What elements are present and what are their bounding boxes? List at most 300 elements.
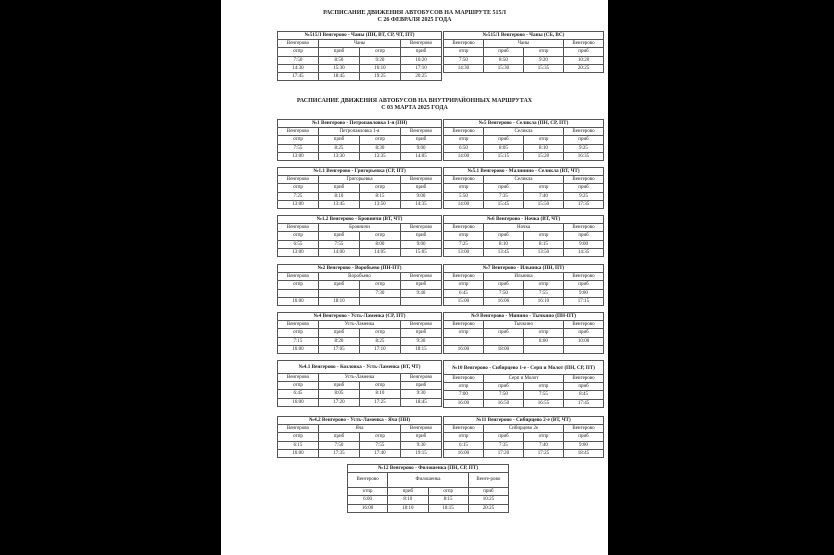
table-row [278, 192, 442, 200]
stop-origin: Венгерово [278, 224, 319, 232]
stop-return: Венгерово [401, 40, 442, 48]
stop-return: Венгерово [401, 273, 442, 281]
route-title-row [444, 417, 604, 425]
col-departure: отпр [444, 184, 484, 192]
time-cell: 17:25 [360, 398, 401, 406]
stops-row [444, 224, 604, 232]
col-arrival: приб [468, 488, 508, 496]
stop-return: Венгерово [401, 321, 442, 329]
time-cell: 19:15 [401, 449, 442, 457]
subheader-row [278, 281, 442, 289]
schedule-table [443, 264, 604, 306]
time-cell: 10:20 [401, 56, 442, 64]
col-departure: отпр [524, 329, 564, 337]
stop-origin: Венгерово [278, 128, 319, 136]
time-cell: 10:25 [468, 496, 508, 504]
subheader-row [444, 383, 604, 391]
time-cell: 16:10 [524, 297, 564, 305]
time-cell: 18:45 [401, 398, 442, 406]
time-cell: 16:55 [524, 399, 564, 407]
stop-origin: Венгерово [444, 273, 484, 281]
stops-row [444, 273, 604, 281]
time-cell: 7:40 [524, 441, 564, 449]
time-cell: 14:05 [360, 248, 401, 256]
route-title: №5 Венгерово - Селикла (ПН, СР, ПТ) [444, 120, 604, 128]
table-row [278, 289, 442, 297]
time-cell: 7:50 [444, 56, 484, 64]
time-cell: 10:20 [564, 56, 604, 64]
subheader-row [278, 48, 442, 56]
title-line: С 26 ФЕВРАЛЯ 2025 ГОДА [377, 17, 452, 23]
stop-origin: Венгерово [444, 128, 484, 136]
time-cell: 14:30 [278, 64, 319, 72]
col-departure: отпр [428, 488, 468, 496]
stop-destination: Чаны [319, 40, 401, 48]
col-arrival: приб [484, 383, 524, 391]
col-departure: отпр [524, 184, 564, 192]
col-departure: отпр [444, 281, 484, 289]
stop-destination: Ночка [484, 224, 564, 232]
route-title: №5.1 Венгерово - Малинино - Селикла (ВТ, ЧТ) [444, 168, 604, 176]
time-cell: 14:05 [401, 152, 442, 160]
stop-destination: Селикла [484, 128, 564, 136]
stop-origin: Венгерово [278, 176, 319, 184]
time-cell [564, 345, 604, 353]
time-cell: 18:45 [564, 449, 604, 457]
route-title: №2 Венгерово - Воробьево (ПН-ПТ) [278, 265, 442, 273]
table-row [444, 449, 604, 457]
stop-destination: Бровничи [319, 224, 401, 232]
route-title: №11 Венгерово - Сибирцево 2-е (ВТ, ЧТ) [444, 417, 604, 425]
time-cell: 9:30 [401, 390, 442, 398]
time-cell: 8:00 [524, 337, 564, 345]
title-line: РАСПИСАНИЕ ДВИЖЕНИЯ АВТОБУСОВ НА МАРШРУТЕ 515Л [323, 10, 506, 16]
time-cell: 18:00 [484, 345, 524, 353]
stops-row [278, 273, 442, 281]
table-row [444, 441, 604, 449]
time-cell: 9:20 [524, 56, 564, 64]
time-cell: 8:10 [319, 192, 360, 200]
table-row [278, 441, 442, 449]
route-title-row [278, 417, 442, 425]
time-cell: 16:00 [444, 399, 484, 407]
stop-destination: Воробьево [319, 273, 401, 281]
time-cell: 17:35 [319, 449, 360, 457]
col-departure: отпр [444, 433, 484, 441]
section-title-515l [221, 10, 608, 24]
table-row [444, 200, 604, 208]
time-cell: 7:55 [278, 144, 319, 152]
time-cell: 6:15 [444, 441, 484, 449]
time-cell: 17:20 [319, 398, 360, 406]
stop-return: Венгерово [401, 176, 442, 184]
time-cell: 18:15 [428, 504, 468, 512]
table-row [444, 64, 604, 72]
stops-row [278, 176, 442, 184]
time-cell: 6:55 [278, 240, 319, 248]
time-cell: 16:10 [360, 64, 401, 72]
col-departure: отпр [278, 48, 319, 56]
stops-row [278, 40, 442, 48]
time-cell: 6:50 [444, 144, 484, 152]
time-cell: 7:30 [360, 289, 401, 297]
stop-destination: Усть-Ламенка [319, 374, 401, 382]
time-cell: 7:35 [484, 441, 524, 449]
stop-origin: Венгерово [278, 321, 319, 329]
time-cell: 13:00 [278, 152, 319, 160]
stop-origin: Венгерово [278, 273, 319, 281]
col-arrival: приб [401, 232, 442, 240]
time-cell: 8:10 [360, 390, 401, 398]
time-cell: 13:50 [524, 248, 564, 256]
col-arrival: приб [401, 136, 442, 144]
stop-destination: Чаны [484, 40, 564, 48]
time-cell: 18:45 [319, 72, 360, 80]
time-cell: 6:15 [278, 441, 319, 449]
time-cell: 15:15 [484, 152, 524, 160]
time-cell: 8:25 [319, 144, 360, 152]
time-cell: 7:50 [484, 391, 524, 399]
col-arrival: приб [319, 382, 360, 390]
time-cell: 8:05 [319, 390, 360, 398]
stop-destination: Тычкино [484, 321, 564, 329]
time-cell: 8:10 [524, 144, 564, 152]
section-title-district [221, 98, 608, 112]
schedule-table [443, 119, 604, 161]
time-cell: 15:20 [524, 152, 564, 160]
col-departure: отпр [360, 48, 401, 56]
stop-return: Венгерово [401, 374, 442, 382]
time-cell: 9:30 [401, 337, 442, 345]
stop-destination: Яча [319, 425, 401, 433]
subheader-row [278, 382, 442, 390]
col-arrival: приб [319, 184, 360, 192]
subheader-row [278, 232, 442, 240]
time-cell: 17:10 [401, 64, 442, 72]
time-cell: 7:15 [278, 337, 319, 345]
stop-destination: Филошенка [388, 473, 469, 488]
col-departure: отпр [360, 184, 401, 192]
table-row [278, 337, 442, 345]
time-cell: 8:50 [484, 56, 524, 64]
table-row [278, 390, 442, 398]
time-cell: 9:20 [360, 56, 401, 64]
time-cell: 15:00 [444, 297, 484, 305]
subheader-row [444, 329, 604, 337]
col-departure: отпр [360, 382, 401, 390]
stop-origin: Венгерово [444, 425, 484, 433]
subheader-row [444, 136, 604, 144]
stop-return: Венгерово [401, 128, 442, 136]
time-cell: 13:30 [319, 152, 360, 160]
table-row [444, 248, 604, 256]
route-title: №4.1 Венгерово - Козловка - Усть-Ламенка (ВТ, ЧТ) [278, 361, 442, 374]
col-arrival: приб [484, 433, 524, 441]
schedule-table [347, 464, 509, 513]
route-title: №4 Венгерово - Усть-Ламенка (СР, ПТ) [278, 313, 442, 321]
col-arrival: приб [564, 433, 604, 441]
stop-return: Венгерово [564, 425, 604, 433]
schedule-table [277, 215, 442, 257]
time-cell: 7:00 [444, 391, 484, 399]
title-line: С 03 МАРТА 2025 ГОДА [381, 105, 448, 111]
time-cell: 13:00 [444, 248, 484, 256]
subheader-row [444, 281, 604, 289]
col-arrival: приб [319, 329, 360, 337]
schedule-table [443, 215, 604, 257]
col-departure: отпр [360, 136, 401, 144]
table-row [278, 345, 442, 353]
time-cell: 9:25 [564, 144, 604, 152]
time-cell: 16:00 [278, 449, 319, 457]
stop-return: Венгерово [564, 224, 604, 232]
stops-row [278, 224, 442, 232]
time-cell: 9:00 [564, 289, 604, 297]
col-arrival: приб [564, 48, 604, 56]
time-cell: 7:25 [444, 240, 484, 248]
time-cell [484, 337, 524, 345]
time-cell: 14:00 [444, 152, 484, 160]
stops-row [444, 321, 604, 329]
col-departure: отпр [278, 232, 319, 240]
stop-destination: Ильинка [484, 273, 564, 281]
table-row [278, 144, 442, 152]
col-arrival: приб [401, 184, 442, 192]
col-departure: отпр [278, 136, 319, 144]
stop-destination: Усть-Ламенка [319, 321, 401, 329]
stop-return: Венгерово [564, 273, 604, 281]
col-departure: отпр [524, 136, 564, 144]
col-departure: отпр [278, 184, 319, 192]
col-departure: отпр [444, 232, 484, 240]
route-title-row [444, 265, 604, 273]
stop-return: Венгерово [564, 176, 604, 184]
time-cell: 17:10 [360, 345, 401, 353]
stop-origin: Венгерово [278, 374, 319, 382]
table-row [444, 337, 604, 345]
stop-destination: Серп и Молот [484, 375, 564, 383]
stops-row [444, 128, 604, 136]
route-title-row [278, 168, 442, 176]
stop-return: Венге-рово [468, 473, 508, 488]
table-row [444, 391, 604, 399]
time-cell: 6:45 [444, 289, 484, 297]
route-title-row [278, 32, 442, 40]
col-arrival: приб [484, 281, 524, 289]
col-arrival: приб [401, 433, 442, 441]
table-row [278, 200, 442, 208]
route-title-row [444, 32, 604, 40]
time-cell: 18:10 [388, 504, 428, 512]
schedule-table [277, 264, 442, 306]
stops-row [444, 425, 604, 433]
schedule-table [443, 167, 604, 209]
time-cell: 14:30 [444, 64, 484, 72]
schedule-table [443, 31, 604, 73]
time-cell: 17:35 [564, 200, 604, 208]
time-cell: 14:00 [319, 248, 360, 256]
stop-origin: Венгерово [444, 224, 484, 232]
time-cell: 9:00 [401, 144, 442, 152]
time-cell: 16:50 [484, 399, 524, 407]
stops-row [278, 321, 442, 329]
time-cell: 16:00 [278, 398, 319, 406]
time-cell: 16:00 [278, 297, 319, 305]
col-arrival: приб [388, 488, 428, 496]
table-row [278, 248, 442, 256]
time-cell: 7:55 [319, 240, 360, 248]
route-title-row [444, 361, 604, 375]
time-cell: 16:06 [484, 297, 524, 305]
table-row [444, 297, 604, 305]
route-title-row [278, 265, 442, 273]
col-arrival: приб [564, 232, 604, 240]
subheader-row [444, 232, 604, 240]
stops-row [444, 176, 604, 184]
stop-destination: Григорьевка [319, 176, 401, 184]
time-cell: 7:55 [524, 391, 564, 399]
col-departure: отпр [360, 281, 401, 289]
route-title-row [278, 216, 442, 224]
route-title-row [444, 168, 604, 176]
time-cell: 8:15 [428, 496, 468, 504]
time-cell: 9:00 [401, 192, 442, 200]
stop-origin: Венгерово [444, 40, 484, 48]
col-arrival: приб [401, 382, 442, 390]
time-cell: 19:25 [360, 72, 401, 80]
time-cell: 13:50 [360, 200, 401, 208]
time-cell: 20:25 [468, 504, 508, 512]
time-cell: 17:05 [319, 345, 360, 353]
time-cell: 8:30 [360, 144, 401, 152]
table-row [278, 64, 442, 72]
schedule-table [443, 312, 604, 354]
time-cell: 17:45 [564, 399, 604, 407]
subheader-row [278, 136, 442, 144]
route-title: №1.1 Венгерово - Григорьевка (СР, ПТ) [278, 168, 442, 176]
stop-return: Венгерово [564, 321, 604, 329]
table-row [278, 297, 442, 305]
time-cell: 7:25 [278, 192, 319, 200]
route-title: №1 Венгерово - Петропавловка 1-я (ПН) [278, 120, 442, 128]
route-title: №7 Венгерово - Ильинка (ПН, ПТ) [444, 265, 604, 273]
table-row [444, 289, 604, 297]
time-cell: 9:30 [401, 441, 442, 449]
col-arrival: приб [319, 281, 360, 289]
table-row [278, 152, 442, 160]
col-departure: отпр [524, 232, 564, 240]
stop-return: Венгерово [564, 375, 604, 383]
time-cell [401, 297, 442, 305]
table-row [444, 56, 604, 64]
table-row [278, 56, 442, 64]
time-cell: 17:20 [484, 449, 524, 457]
schedule-table [277, 31, 442, 81]
time-cell: 15:45 [484, 200, 524, 208]
route-title: №515Л Венгерово - Чаны (СБ, ВС) [444, 32, 604, 40]
time-cell: 7:55 [524, 289, 564, 297]
col-arrival: приб [484, 232, 524, 240]
time-cell: 7:50 [484, 289, 524, 297]
stop-return: Венгерово [401, 224, 442, 232]
time-cell: 13:45 [319, 200, 360, 208]
table-row [278, 72, 442, 80]
time-cell: 15:35 [524, 64, 564, 72]
col-arrival: приб [319, 48, 360, 56]
col-departure: отпр [444, 383, 484, 391]
time-cell: 14:35 [401, 200, 442, 208]
title-line: РАСПИСАНИЕ ДВИЖЕНИЯ АВТОБУСОВ НА ВНУТРИРАЙОННЫХ МАРШРУТАХ [296, 98, 533, 104]
col-departure: отпр [444, 329, 484, 337]
col-arrival: приб [564, 184, 604, 192]
col-arrival: приб [564, 136, 604, 144]
col-departure: отпр [278, 281, 319, 289]
route-title-row [444, 120, 604, 128]
col-departure: отпр [360, 329, 401, 337]
schedule-table [277, 167, 442, 209]
stop-origin: Венгерово [278, 40, 319, 48]
col-arrival: приб [484, 184, 524, 192]
col-departure: отпр [360, 433, 401, 441]
stops-row [348, 473, 509, 488]
table-row [348, 504, 509, 512]
stop-return: Венгерово [564, 128, 604, 136]
schedule-table [277, 360, 442, 407]
table-row [444, 144, 604, 152]
time-cell: 9:00 [564, 441, 604, 449]
time-cell: 16:00 [444, 345, 484, 353]
col-arrival: приб [484, 136, 524, 144]
time-cell: 5:50 [444, 192, 484, 200]
time-cell: 10:00 [564, 337, 604, 345]
time-cell: 15:30 [319, 64, 360, 72]
table-row [444, 399, 604, 407]
schedule-table [443, 360, 604, 408]
time-cell: 16:00 [444, 449, 484, 457]
subheader-row [444, 48, 604, 56]
col-arrival: приб [401, 48, 442, 56]
subheader-row [278, 329, 442, 337]
table-row [444, 152, 604, 160]
route-title-row [444, 313, 604, 321]
time-cell: 15:05 [401, 248, 442, 256]
subheader-row [278, 433, 442, 441]
table-row [278, 240, 442, 248]
route-title-row [444, 216, 604, 224]
stops-row [278, 425, 442, 433]
time-cell: 13:00 [278, 248, 319, 256]
table-row [278, 398, 442, 406]
time-cell: 8:05 [484, 144, 524, 152]
time-cell: 6:00 [348, 496, 388, 504]
col-arrival: приб [564, 383, 604, 391]
time-cell: 8:10 [484, 240, 524, 248]
col-arrival: приб [319, 136, 360, 144]
subheader-row [348, 488, 509, 496]
time-cell [444, 337, 484, 345]
stops-row [278, 374, 442, 382]
time-cell: 6:45 [278, 390, 319, 398]
route-title: №10 Венгерово - Сибирцево 1-е - Серп и Молот (ПН, СР, ПТ) [444, 361, 604, 375]
table-row [444, 192, 604, 200]
time-cell: 8:00 [360, 240, 401, 248]
route-title-row [348, 465, 509, 473]
time-cell: 14:35 [564, 248, 604, 256]
time-cell: 9:25 [564, 192, 604, 200]
table-row [444, 240, 604, 248]
col-departure: отпр [360, 232, 401, 240]
col-arrival: приб [564, 281, 604, 289]
